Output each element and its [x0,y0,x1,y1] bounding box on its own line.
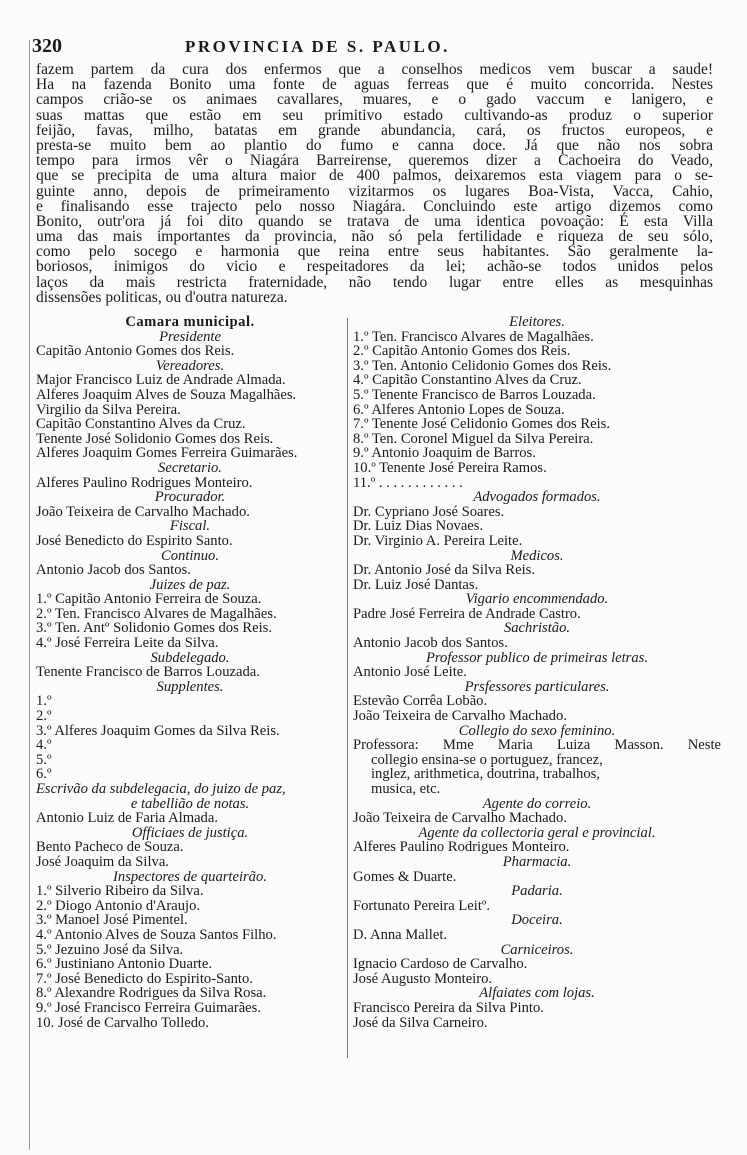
section-title: Pharmacia. [502,853,572,870]
paragraph-line: guinte anno, depois de primeiramento vizitarmos os lugares Boa-Vista, Vacca, Cahio, [36,182,713,200]
directory-entry: José Benedicto do Espirito Santo. [36,532,233,549]
directory-entry: 1.º Capitão Antonio Ferreira de Souza. [36,591,262,608]
section-title: Agente do correio. [482,795,592,812]
directory-entry: Alferes Joaquim Alves de Souza Magalhães. [36,386,297,403]
paragraph-line: Bonito, outr'ora já foi dito quando se tratava de uma identica povoação: É esta Villa [36,212,713,230]
directory-entry: Antonio Luiz de Faria Almada. [36,810,218,827]
section-title: Escrivão da subdelegacia, do juizo de paz, [36,781,286,797]
section-title: Vigario encommendado. [465,591,609,608]
directory-entry: Fortunato Pereira Leitº. [353,897,491,914]
paragraph-line: dissensões politicas, ou d'outra natureza. [36,288,288,306]
directory-entry: Capitão Constantino Alves da Cruz. [36,416,246,433]
directory-entry: 10.º Tenente José Pereira Ramos. [353,459,547,476]
directory-entry: Gomes & Duarte. [353,868,457,885]
directory-entry: 6.º [36,766,52,783]
directory-entry: Major Francisco Luiz de Andrade Almada. [36,372,286,389]
section-title: Prsfessores particulares. [464,678,610,695]
directory-entry: 1.º Ten. Francisco Alvares de Magalhães. [353,328,594,345]
section-title: Vereadores. [155,357,225,374]
section-title: Carniceiros. [500,941,574,958]
section-title: Secretario. [158,459,222,476]
section-title: Supplentes. [156,678,224,695]
directory-entry: 3.º Ten. Antº Solidonio Gomes dos Reis. [36,620,273,637]
directory-entry: 4.º Capitão Constantino Alves da Cruz. [353,372,582,389]
directory-entry: Tenente Francisco de Barros Louzada. [36,664,260,681]
directory-entry: Francisco Pereira da Silva Pinto. [353,999,544,1016]
directory-entry: João Teixeira de Carvalho Machado. [36,503,250,520]
directory-entry: Alferes Paulino Rodrigues Monteiro. [36,474,253,491]
directory-entry: Ignacio Cardoso de Carvalho. [353,956,528,973]
left-column-directory [36,315,344,1030]
directory-entry: 2.º Capitão Antonio Gomes dos Reis. [353,343,571,360]
section-title: Juizes de paz. [149,576,231,593]
directory-entry: 2.º Diogo Antonio d'Araujo. [36,897,201,914]
section-title: Fiscal. [169,518,211,535]
directory-entry: João Teixeira de Carvalho Machado. [353,810,567,827]
section-title: Inspectores de quarteirão. [113,868,267,885]
right-column-directory [353,315,721,1030]
paragraph-line: tempo para irmos vêr o Niagára Barreirense, queremos dizer a Cachoeira do Veado, [36,152,713,170]
directory-entry: 3.º Manoel José Pimentel. [36,912,188,929]
directory-entry: Virgilio da Silva Pereira. [36,401,181,418]
section-title: Alfaiates com lojas. [479,985,595,1002]
intro-paragraph [36,62,713,305]
paragraph-line: Ha na fazenda Bonito uma fonte de aguas ferreas que é muito concorrida. Nestes [36,76,713,94]
directory-entry: 2.º Ten. Francisco Alvares de Magalhães. [36,605,277,622]
paragraph-line: uma das mais importantes da provincia, não só pela fertilidade e riqueza de seu sólo, [36,228,713,246]
section-title: Procurador. [154,489,226,506]
directory-entry: Dr. Virginio A. Pereira Leite. [353,532,523,549]
directory-entry: José Joaquim da Silva. [36,853,169,870]
directory-entry: 6.º Justiniano Antonio Duarte. [36,956,212,973]
section-title: Advogados formados. [473,489,601,506]
directory-entry: 1.º [36,693,52,710]
column-divider [347,318,348,1058]
paragraph-line: feijão, favas, milho, batatas em grande abundancia, cará, os fructos europeos, e [36,121,713,139]
paragraph-line: boriosos, inimigos do vicio e respeitadores da lei; achão-se todos unidos pelos [36,258,713,276]
directory-entry: Estevão Corrêa Lobão. [353,693,488,710]
directory-entry: 11.º . . . . . . . . . . . . [353,474,463,491]
directory-entry: 9.º Antonio Joaquim de Barros. [353,445,536,462]
page-number: 320 [32,35,62,57]
directory-entry: Tenente José Solidonio Gomes dos Reis. [36,430,274,447]
section-title: Eleitores. [509,314,565,330]
directory-entry: inglez, arithmetica, doutrina, trabalhos, [371,766,600,783]
directory-entry: Padre José Ferreira de Andrade Castro. [353,605,581,622]
directory-entry: musica, etc. [371,781,441,797]
section-title: Subdelegado. [150,649,230,666]
directory-entry: João Teixeira de Carvalho Machado. [353,708,567,725]
directory-entry: José Augusto Monteiro. [353,970,493,987]
paragraph-line: campos crião-se os animaes cavallares, muares, e o gado vaccum e lanigero, e [36,91,713,109]
directory-entry: Dr. Luiz Dias Novaes. [353,518,484,535]
directory-entry: 5.º Tenente Francisco de Barros Louzada. [353,386,596,403]
directory-entry: 5.º Jezuino José da Silva. [36,941,184,958]
directory-entry: Dr. Luiz José Dantas. [353,576,479,593]
paragraph-line: laços da mais restricta fraternidade, não tendo lugar entre elles as mesquinhas [36,273,713,291]
directory-entry: Professora: Mme Maria Luiza Masson. Neste [353,737,721,754]
section-title: Continuo. [161,547,219,564]
directory-entry: Dr. Cypriano José Soares. [353,503,505,520]
section-title: Presidente [159,328,221,345]
directory-entry: Bento Pacheco de Souza. [36,839,184,856]
section-title: Padaria. [511,883,563,900]
directory-entry: Alferes Joaquim Gomes Ferreira Guimarães. [36,445,298,462]
section-title: Officiaes de justiça. [131,824,249,841]
paragraph-line: e finalisando esse trajecto pelo nosso Niagára. Concluindo este artigo dizemos como [36,197,713,215]
section-title: Doceira. [511,912,563,929]
directory-entry: Antonio Jacob dos Santos. [353,635,508,652]
section-title: Medicos. [510,547,564,564]
section-title: Collegio do sexo feminino. [458,722,616,739]
paragraph-line: que se precipita de uma altura maior de 400 palmos, deixaremos esta viagem para o se- [36,167,713,185]
paragraph-line: fazem partem da cura dos enfermos que a conselhos medicos vem buscar a saude! [36,61,713,78]
section-title: e tabellião de notas. [130,795,250,812]
directory-entry: 10. José de Carvalho Tolledo. [36,1014,209,1031]
directory-entry: 7.º Tenente José Celidonio Gomes dos Reis. [353,416,610,433]
directory-entry: 9.º José Francisco Ferreira Guimarães. [36,999,261,1016]
directory-entry: Antonio Jacob dos Santos. [36,562,191,579]
section-title: Agente da collectoria geral e provincial. [418,824,656,841]
directory-entry: collegio ensina-se o portuguez, francez, [371,751,603,768]
paragraph-line: como pelo socego e harmonia que reina entre seus habitantes. São geralmente la- [36,243,713,261]
directory-entry: 8.º Alexandre Rodrigues da Silva Rosa. [36,985,267,1002]
directory-entry: 8.º Ten. Coronel Miguel da Silva Pereira. [353,430,594,447]
directory-entry: 2.º [36,708,52,725]
directory-entry: 4.º Antonio Alves de Souza Santos Filho. [36,926,277,943]
paragraph-line: presta-se muito bem ao plantio do fumo e canna doce. Já que não nos sobra [36,136,713,154]
directory-entry: Dr. Antonio José da Silva Reis. [353,562,536,579]
section-title: Sachristão. [503,620,571,637]
directory-entry: 6.º Alferes Antonio Lopes de Souza. [353,401,565,418]
directory-entry: 3.º Ten. Antonio Celidonio Gomes dos Reis. [353,357,612,374]
directory-entry: 7.º José Benedicto do Espirito-Santo. [36,970,253,987]
directory-entry: Capitão Antonio Gomes dos Reis. [36,343,235,360]
directory-entry: 4.º [36,737,52,754]
section-heading: Camara municipal. [125,314,255,330]
page-margin-rule [29,40,30,1150]
directory-entry: José da Silva Carneiro. [353,1014,488,1031]
directory-entry: 4.º José Ferreira Leite da Silva. [36,635,219,652]
paragraph-line: suas mattas que estão em seu primitivo estado cultivando-as produz o superior [36,106,713,124]
directory-entry: 3.º Alferes Joaquim Gomes da Silva Reis. [36,722,280,739]
directory-entry: Alferes Paulino Rodrigues Monteiro. [353,839,570,856]
running-title: PROVINCIA DE S. PAULO. [185,37,450,56]
directory-entry: 1.º Silverio Ribeiro da Silva. [36,883,204,900]
section-title: Professor publico de primeiras letras. [425,649,648,666]
directory-entry: 5.º [36,751,52,768]
directory-entry: Antonio José Leite. [353,664,467,681]
directory-entry: D. Anna Mallet. [353,926,448,943]
